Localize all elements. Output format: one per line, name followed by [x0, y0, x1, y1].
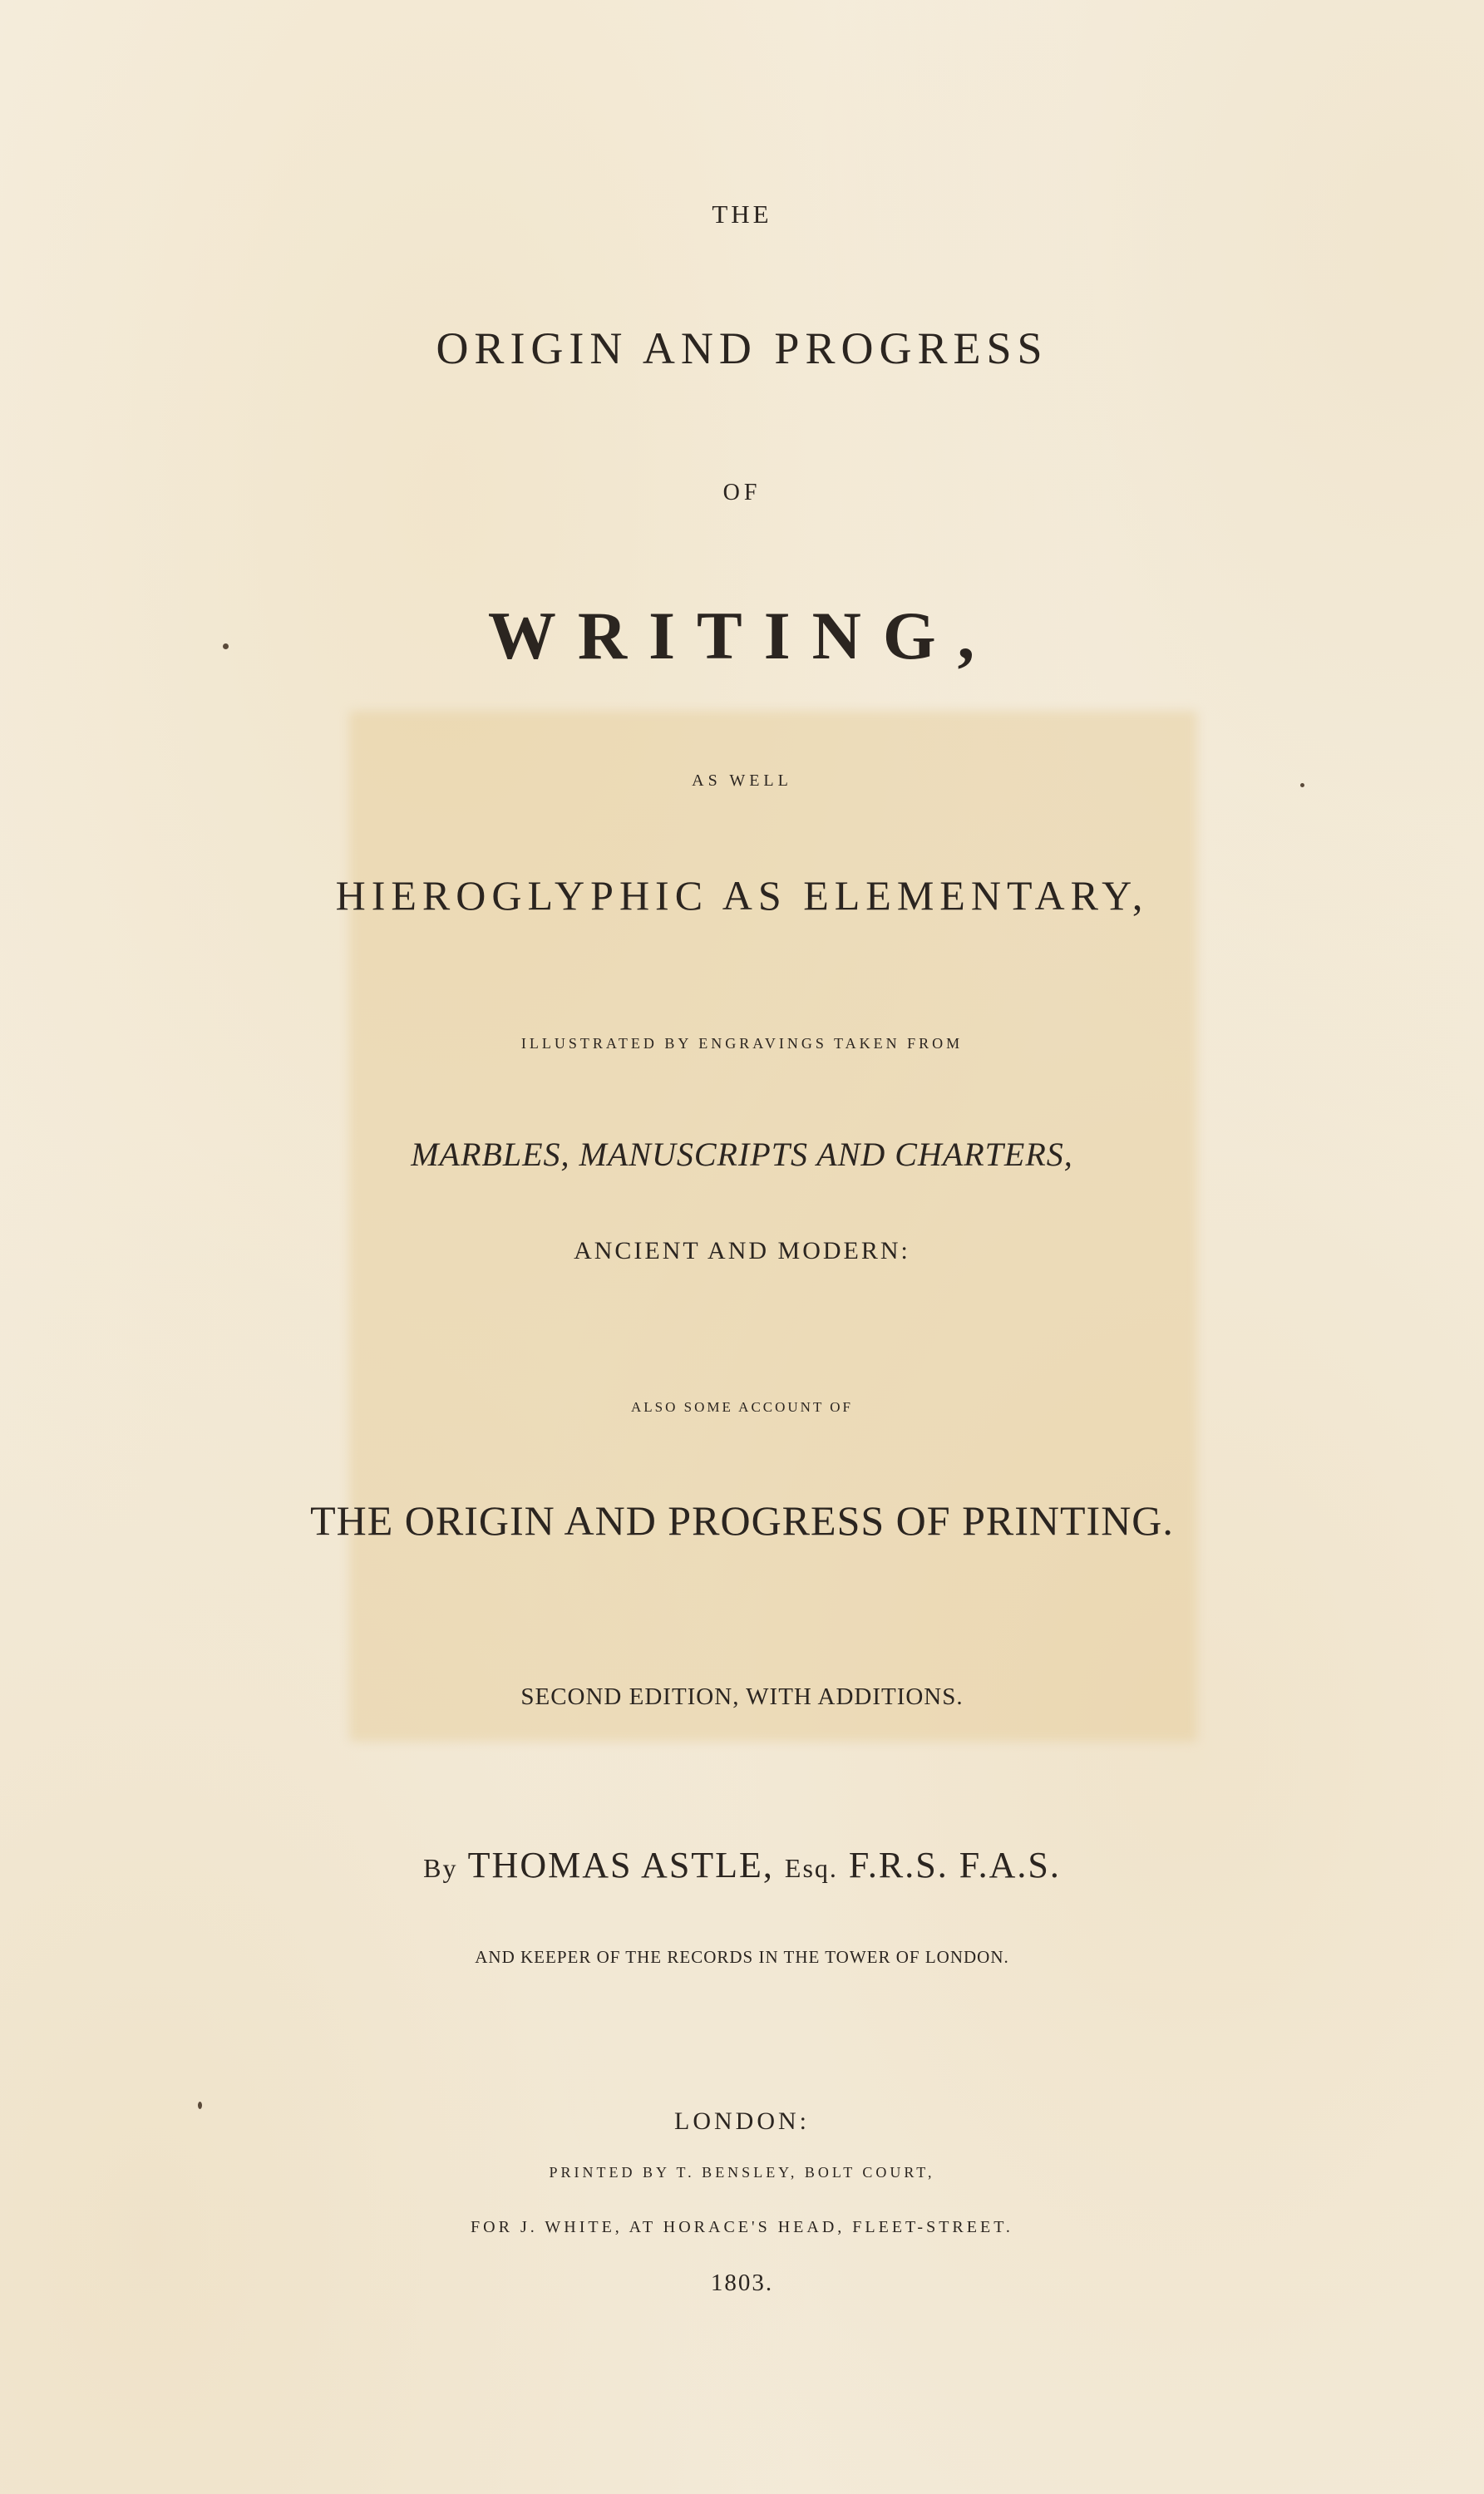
imprint-year: 1803.	[710, 2270, 774, 2296]
subtitle-also-some-account: ALSO SOME ACCOUNT OF	[630, 1399, 854, 1415]
author-keeper: AND KEEPER OF THE RECORDS IN THE TOWER OF LONDON.	[475, 1947, 1009, 1967]
subtitle-as-well: AS WELL	[692, 771, 792, 790]
imprint-city: LONDON:	[674, 2107, 810, 2135]
subtitle-hieroglyphic: HIEROGLYPHIC AS ELEMENTARY,	[335, 872, 1149, 919]
title-origin-and-progress: ORIGIN AND PROGRESS	[436, 323, 1048, 373]
ink-fleck	[198, 2102, 202, 2109]
title-the: THE	[712, 200, 772, 229]
author-name: THOMAS ASTLE,	[467, 1845, 774, 1885]
ink-fleck	[223, 643, 229, 649]
edition-statement: SECOND EDITION, WITH ADDITIONS.	[520, 1683, 964, 1710]
title-of: OF	[722, 480, 762, 505]
author-line	[0, 1844, 1484, 1886]
author-esq: Esq.	[784, 1853, 838, 1883]
subtitle-illustrated: ILLUSTRATED BY ENGRAVINGS TAKEN FROM	[520, 1035, 964, 1052]
subtitle-origin-printing: THE ORIGIN AND PROGRESS OF PRINTING.	[310, 1497, 1174, 1544]
offset-stain	[349, 711, 1197, 1742]
ink-fleck	[1300, 783, 1304, 787]
imprint-printer: PRINTED BY T. BENSLEY, BOLT COURT,	[549, 2164, 935, 2181]
subtitle-marbles: MARBLES, MANUSCRIPTS AND CHARTERS,	[411, 1136, 1073, 1173]
author-by: By	[423, 1853, 458, 1883]
title-writing: WRITING,	[487, 598, 997, 673]
imprint-publisher: FOR J. WHITE, AT HORACE'S HEAD, FLEET-STREET.	[471, 2218, 1013, 2236]
author-honours: F.R.S. F.A.S.	[848, 1845, 1061, 1885]
subtitle-ancient-modern: ANCIENT AND MODERN:	[574, 1237, 910, 1264]
